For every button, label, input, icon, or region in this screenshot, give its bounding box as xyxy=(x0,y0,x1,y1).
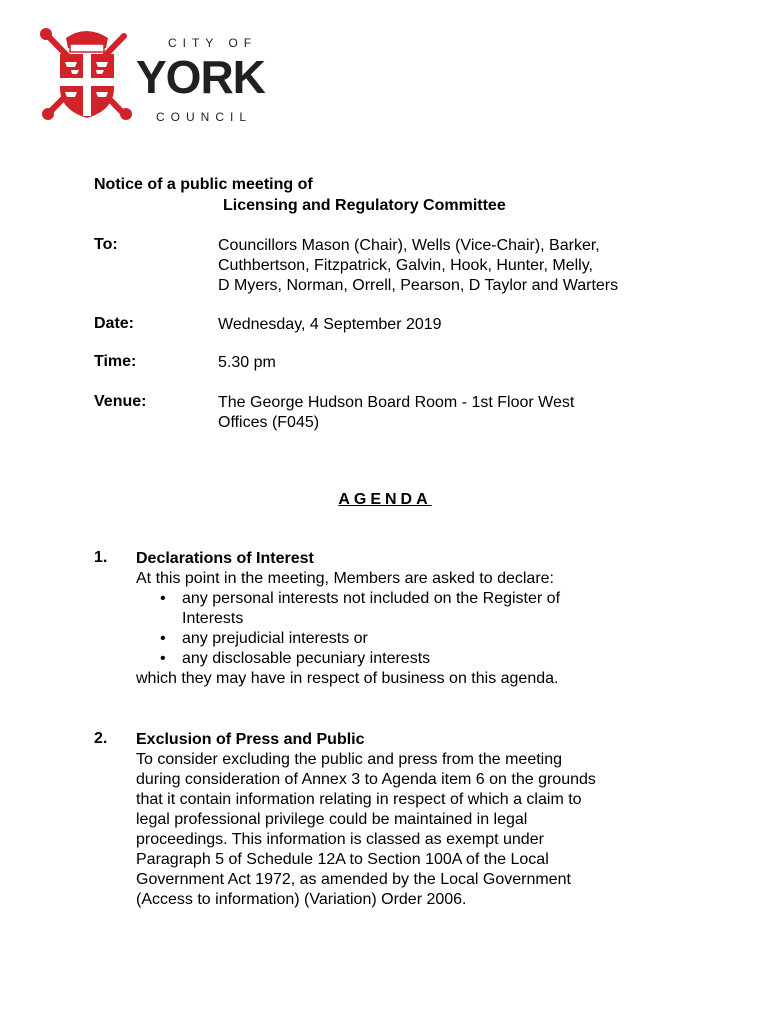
agenda-item-line: that it contain information relating in respect of which a claim to xyxy=(136,791,582,808)
venue-line: Offices (F045) xyxy=(218,414,320,431)
agenda-item-line: Paragraph 5 of Schedule 12A to Section 100A of the Local xyxy=(136,851,549,868)
list-item-text: any disclosable pecuniary interests xyxy=(182,650,431,667)
to-label: To: xyxy=(94,236,118,253)
date-value: Wednesday, 4 September 2019 xyxy=(218,316,442,333)
list-item-text: any prejudicial interests or xyxy=(182,630,368,647)
date-label: Date: xyxy=(94,315,135,332)
venue-value xyxy=(218,393,698,433)
recipients-value xyxy=(218,236,698,296)
recipients-line: Cuthbertson, Fitzpatrick, Galvin, Hook, Hunter, Melly, xyxy=(218,257,593,274)
agenda-item-line: (Access to information) (Variation) Order 2006. xyxy=(136,891,467,908)
agenda-item-line: Government Act 1972, as amended by the Local Government xyxy=(136,871,571,888)
logo-city-of-text: CITY OF xyxy=(168,36,258,50)
committee-name: Licensing and Regulatory Committee xyxy=(223,197,506,214)
logo-york-text: YORK xyxy=(136,51,265,103)
logo-council-text: COUNCIL xyxy=(156,110,253,124)
agenda-item-heading: Declarations of Interest xyxy=(136,550,314,567)
agenda-item-number: 1. xyxy=(94,549,108,566)
bullet-icon: • xyxy=(160,590,166,607)
city-of-york-council-logo xyxy=(36,26,266,126)
coat-of-arms-icon xyxy=(36,26,136,126)
list-item xyxy=(160,589,696,629)
agenda-item-intro: At this point in the meeting, Members are asked to declare: xyxy=(136,570,554,587)
agenda-item-line: proceedings. This information is classed as exempt under xyxy=(136,831,544,848)
recipients-line: D Myers, Norman, Orrell, Pearson, D Taylor and Warters xyxy=(218,277,619,294)
bullet-icon: • xyxy=(160,630,166,647)
agenda-item-line: To consider excluding the public and press from the meeting xyxy=(136,751,563,768)
notice-heading: Notice of a public meeting of xyxy=(94,176,313,193)
list-item xyxy=(160,629,696,649)
bullet-icon: • xyxy=(160,650,166,667)
declaration-bullet-list xyxy=(136,589,696,669)
list-item xyxy=(160,649,696,669)
recipients-line: Councillors Mason (Chair), Wells (Vice-Chair), Barker, xyxy=(218,237,600,254)
venue-line: The George Hudson Board Room - 1st Floor West xyxy=(218,394,575,411)
agenda-item-body xyxy=(136,730,696,910)
agenda-item-line: during consideration of Annex 3 to Agenda item 6 on the grounds xyxy=(136,771,596,788)
agenda-title: AGENDA xyxy=(338,491,432,508)
venue-label: Venue: xyxy=(94,393,147,410)
list-item-text: any personal interests not included on the Register of Interests xyxy=(182,590,561,627)
time-value: 5.30 pm xyxy=(218,354,276,371)
agenda-item-line: legal professional privilege could be maintained in legal xyxy=(136,811,528,828)
time-label: Time: xyxy=(94,353,137,370)
agenda-item-body xyxy=(136,549,696,689)
agenda-item-heading: Exclusion of Press and Public xyxy=(136,731,365,748)
agenda-item-outro: which they may have in respect of business on this agenda. xyxy=(136,670,559,687)
agenda-item-number: 2. xyxy=(94,730,108,747)
